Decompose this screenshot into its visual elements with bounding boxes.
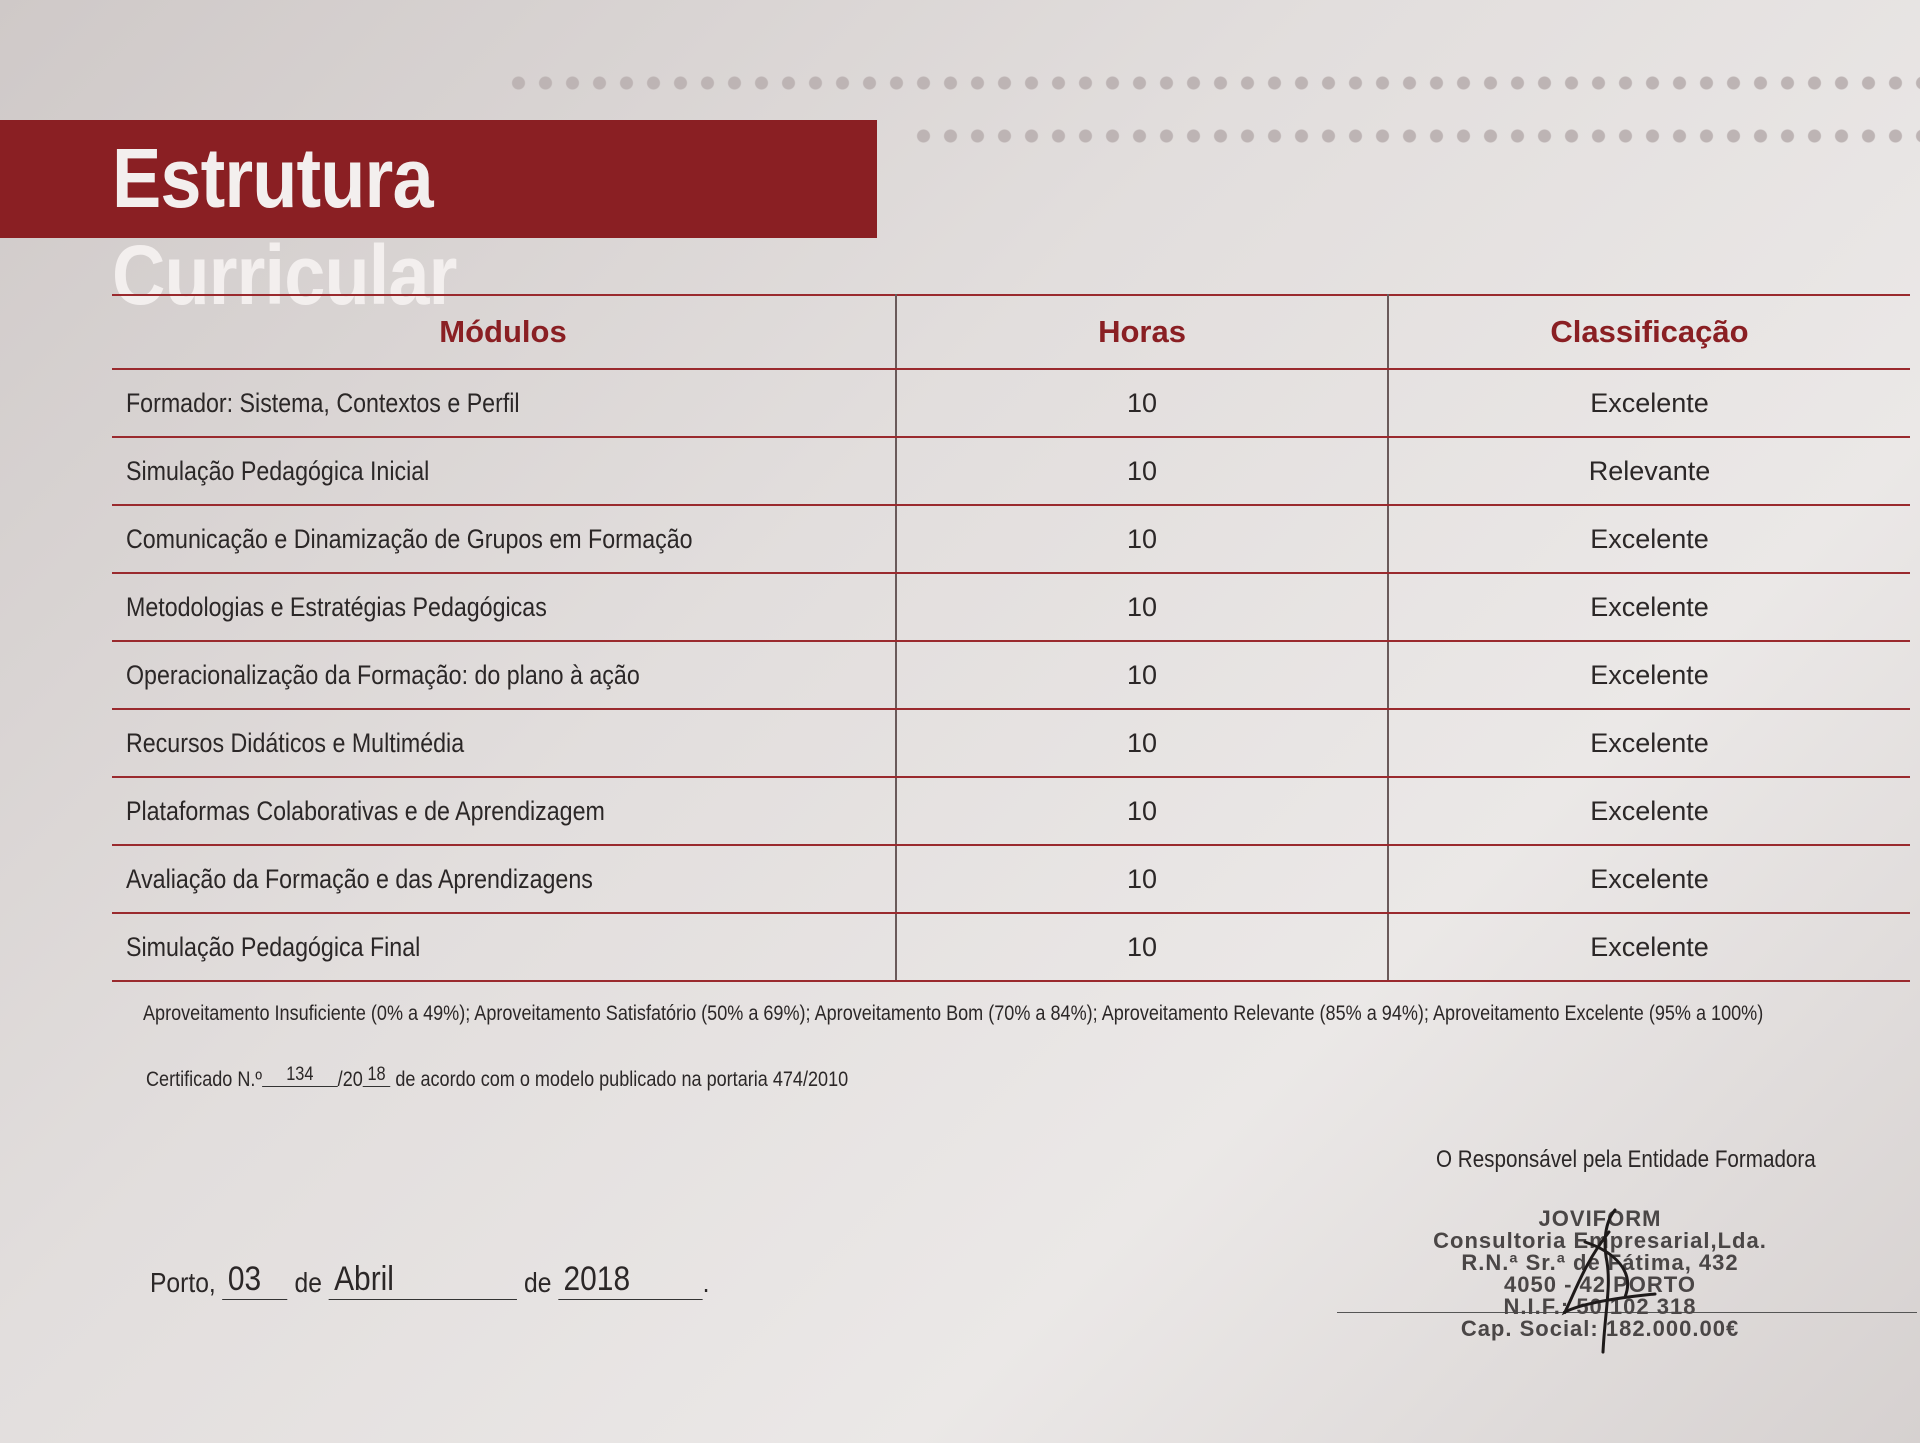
- module-hours: 10: [896, 505, 1388, 573]
- module-grade: Excelente: [1388, 505, 1910, 573]
- module-hours: 10: [896, 709, 1388, 777]
- title-banner: [0, 120, 877, 322]
- stamp-line: JOVIFORM: [1538, 1206, 1662, 1231]
- decorative-dot-row-bottom: [910, 126, 1920, 146]
- table-row: [112, 437, 1910, 505]
- header-classificacao: Classificação: [1388, 295, 1910, 369]
- table-row: [112, 777, 1910, 845]
- header-horas: Horas: [896, 295, 1388, 369]
- grading-legend: Aproveitamento Insuficiente (0% a 49%); Aproveitamento Satisfatório (50% a 69%); Aproveitamento Bom (70% a 84%); Aproveitamento Relevante (85% a 94%); Aproveitamento Excelente (95% a 100%): [143, 1002, 1764, 1025]
- module-name: Simulação Pedagógica Final: [112, 913, 896, 981]
- date-day: 03: [223, 1260, 288, 1300]
- table-row: [112, 369, 1910, 437]
- module-name: Plataformas Colaborativas e de Aprendizagem: [112, 777, 896, 845]
- module-name: Avaliação da Formação e das Aprendizagens: [112, 845, 896, 913]
- module-grade: Excelente: [1388, 777, 1910, 845]
- date-year: 2018: [558, 1260, 702, 1300]
- module-hours: 10: [896, 369, 1388, 437]
- table-row: [112, 845, 1910, 913]
- certificate-prefix: Certificado N.º: [146, 1068, 263, 1091]
- date-city: Porto,: [150, 1267, 216, 1298]
- responsible-label: O Responsável pela Entidade Formadora: [1436, 1146, 1816, 1173]
- handwritten-signature: [1545, 1202, 1665, 1362]
- date-de-1: de: [294, 1267, 322, 1298]
- module-name: Metodologias e Estratégias Pedagógicas: [112, 573, 896, 641]
- certificate-suffix: de acordo com o modelo publicado na portaria 474/2010: [395, 1068, 849, 1091]
- module-hours: 10: [896, 845, 1388, 913]
- module-grade: Excelente: [1388, 913, 1910, 981]
- module-hours: 10: [896, 913, 1388, 981]
- date-de-2: de: [523, 1267, 552, 1298]
- table-row: [112, 641, 1910, 709]
- module-hours: 10: [896, 573, 1388, 641]
- stamp-line: Cap. Social: 182.000.00€: [1460, 1316, 1740, 1341]
- stamp-line: R.N.ª Sr.ª de Fátima, 432: [1461, 1250, 1739, 1275]
- stamp-line: N.I.F.: 50 102 318: [1503, 1294, 1697, 1319]
- module-grade: Excelente: [1388, 641, 1910, 709]
- certificate-year-prefix: /20: [337, 1068, 363, 1091]
- curriculum-table: [112, 294, 1910, 982]
- module-name: Simulação Pedagógica Inicial: [112, 437, 896, 505]
- table-row: [112, 505, 1910, 573]
- table-row: [112, 913, 1910, 981]
- module-name: Operacionalização da Formação: do plano à ação: [112, 641, 896, 709]
- module-grade: Excelente: [1388, 369, 1910, 437]
- module-hours: 10: [896, 641, 1388, 709]
- certificate-line: [146, 1064, 849, 1093]
- module-grade: Excelente: [1388, 845, 1910, 913]
- certificate-number: 134: [262, 1064, 338, 1087]
- module-name: Formador: Sistema, Contextos e Perfil: [112, 369, 896, 437]
- date-month: Abril: [329, 1260, 517, 1300]
- decorative-dot-row-top: [505, 73, 1920, 93]
- page-title: Estrutura Curricular: [112, 131, 457, 322]
- module-grade: Excelente: [1388, 573, 1910, 641]
- date-line: [150, 1262, 709, 1302]
- date-end: .: [702, 1267, 710, 1298]
- module-name: Recursos Didáticos e Multimédia: [112, 709, 896, 777]
- header-modulos: Módulos: [112, 295, 896, 369]
- table-row: [112, 573, 1910, 641]
- module-grade: Relevante: [1388, 437, 1910, 505]
- stamp-line: Consultoria Empresarial,Lda.: [1433, 1228, 1767, 1253]
- module-hours: 10: [896, 437, 1388, 505]
- stamp-line: 4050 - 42 PORTO: [1504, 1272, 1696, 1297]
- table-header-row: [112, 295, 1910, 369]
- module-grade: Excelente: [1388, 709, 1910, 777]
- certificate-year-suffix: 18: [363, 1064, 391, 1087]
- table-row: [112, 709, 1910, 777]
- module-name: Comunicação e Dinamização de Grupos em Formação: [112, 505, 896, 573]
- module-hours: 10: [896, 777, 1388, 845]
